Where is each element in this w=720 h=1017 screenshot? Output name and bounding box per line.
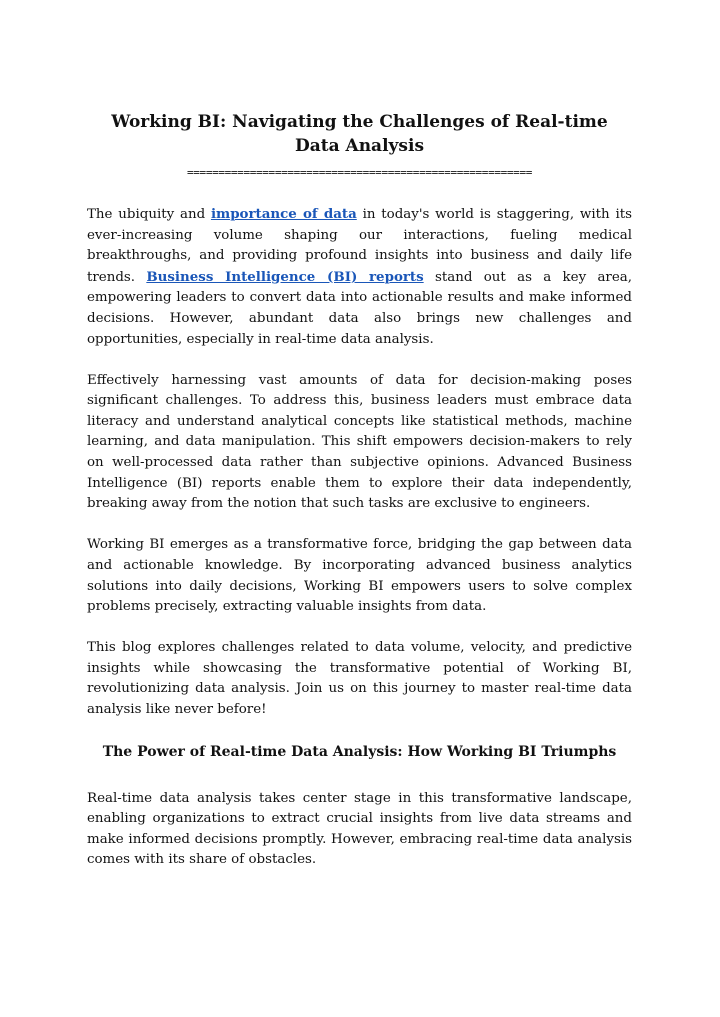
intro-paragraph	[87, 204, 632, 350]
intro-text-middle: in today's world is staggering, with its ever-increasing volume shaping our interactions, fueling medical breakthroughs, and providing profound insights into business and daily life trends.	[87, 207, 632, 285]
intro-text-end: stand out as a key area, empowering leaders to convert data into actionable results and make informed decisions. However, abundant data also brings new challenges and opportunities, especially in real-time data analysis.	[87, 269, 632, 347]
title-divider: =======================================================	[187, 166, 532, 179]
realtime-analysis-paragraph: Real-time data analysis takes center stage in this transformative landscape, enabling organizations to extract crucial insights from live data streams and make informed decisions promptly. However, embracing real-time data analysis comes with its share of obstacles.	[87, 790, 632, 868]
document-page	[87, 110, 632, 871]
document-title: Working BI: Navigating the Challenges of Real-time Data Analysis	[111, 112, 608, 156]
challenges-paragraph: Effectively harnessing vast amounts of data for decision-making poses significant challenges. To address this, business leaders must embrace data literacy and understand analytical concepts like statistical methods, machine learning, and data manipulation. This shift empowers decision-makers to rely on well-processed data rather than subjective opinions. Advanced Business Intelligence (BI) reports enable them to explore their data independently, breaking away from the notion that such tasks are exclusive to engineers.	[87, 372, 632, 512]
working-bi-paragraph: Working BI emerges as a transformative force, bridging the gap between data and actionable knowledge. By incorporating advanced business analytics solutions into daily decisions, Working BI empowers users to solve complex problems precisely, extracting valuable insights from data.	[87, 537, 632, 615]
bi-reports-link[interactable]: Business Intelligence (BI) reports	[146, 268, 424, 285]
blog-overview-paragraph: This blog explores challenges related to data volume, velocity, and predictive insights while showcasing the transformative potential of Working BI, revolutionizing data analysis. Join us on this journey to master real-time data analysis like never before!	[87, 640, 632, 717]
importance-of-data-link[interactable]: importance of data	[210, 206, 357, 222]
section-heading: The Power of Real-time Data Analysis: How Working BI Triumphs	[102, 743, 617, 760]
intro-text-start: The ubiquity and	[87, 207, 211, 222]
